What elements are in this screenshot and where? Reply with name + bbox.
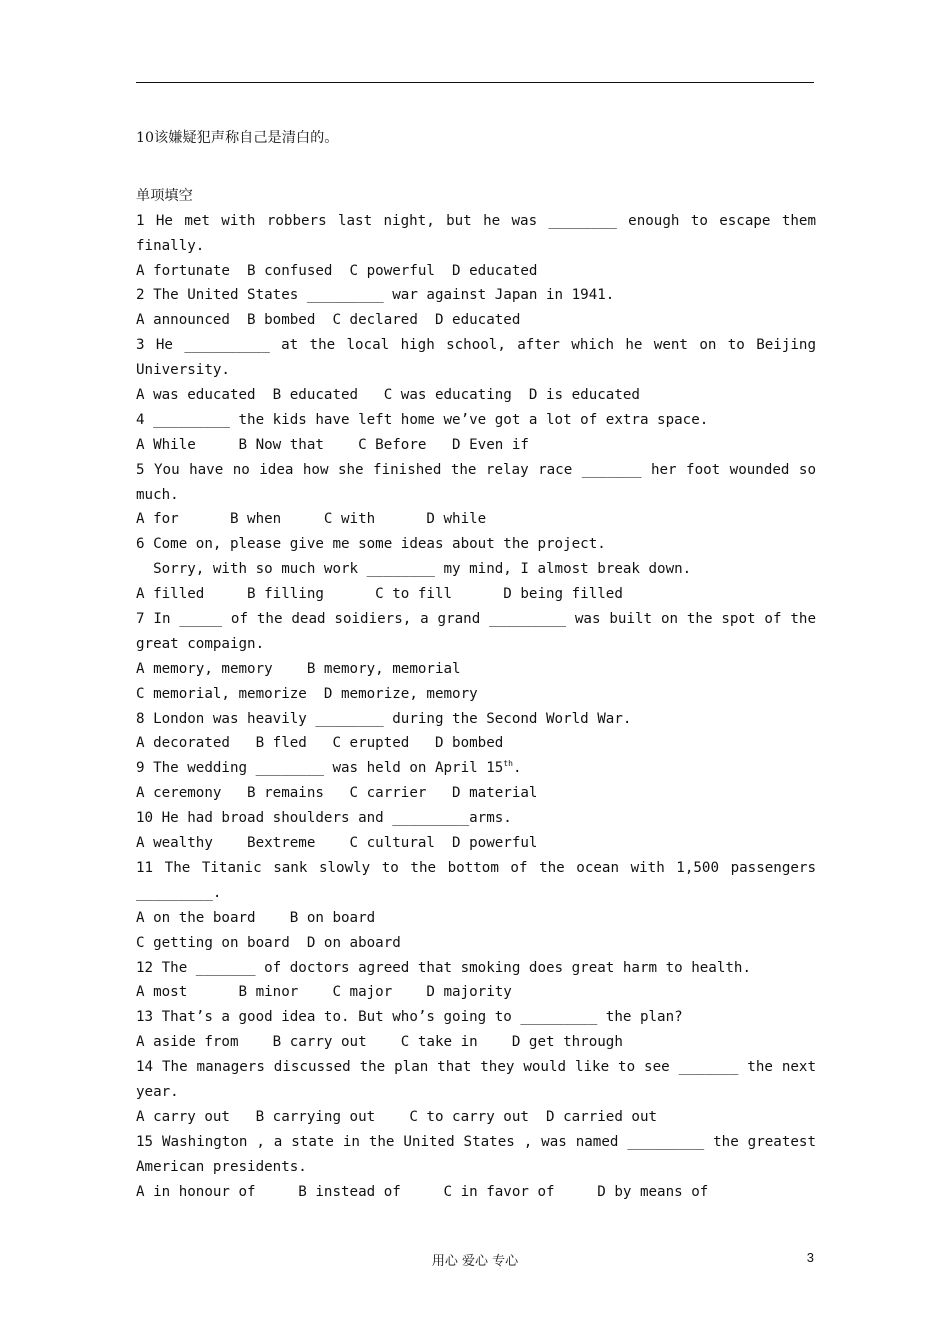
section-title: 单项填空 [136, 187, 193, 204]
question-7-options-ab: A memory, memory B memory, memorial [136, 660, 461, 677]
question-11-options-cd: C getting on board D on aboard [136, 934, 401, 951]
question-4-text: 4 _________ the kids have left home we’ve got a lot of extra space. [136, 411, 709, 428]
page-content [136, 126, 816, 1204]
question-5-text: 5 You have no idea how she finished the relay race _______ her foot wounded so [136, 461, 816, 478]
question-15-text-cont: American presidents. [136, 1158, 307, 1175]
question-8-text: 8 London was heavily ________ during the Second World War. [136, 710, 632, 727]
question-13-text: 13 That’s a good idea to. But who’s going to _________ the plan? [136, 1009, 683, 1026]
question-7-text-cont: great compaign. [136, 635, 265, 652]
footer-motto: 用心 爱心 专心 [431, 1254, 519, 1269]
question-3-text: 3 He __________ at the local high school, after which he went on to Beijing [136, 337, 816, 354]
header-rule [136, 82, 814, 83]
question-3-text-cont: University. [136, 362, 230, 379]
question-15-options: A in honour of B instead of C in favor of D by means of [136, 1183, 709, 1200]
question-8-options: A decorated B fled C erupted D bombed [136, 735, 504, 752]
question-10-text: 10 He had broad shoulders and _________arms. [136, 810, 512, 827]
question-9-options: A ceremony B remains C carrier D material [136, 785, 538, 802]
question-4-options: A While B Now that C Before D Even if [136, 436, 529, 453]
question-2-options: A announced B bombed C declared D educated [136, 312, 521, 329]
question-1-text: 1 He met with robbers last night, but he was ________ enough to escape them [136, 212, 816, 229]
translation-item: 10该嫌疑犯声称自己是清白的。 [136, 130, 339, 146]
question-11-text-cont: _________. [136, 884, 222, 901]
question-1-text-cont: finally. [136, 237, 205, 254]
question-11-text: 11 The Titanic sank slowly to the bottom of the ocean with 1,500 passengers [136, 859, 816, 876]
question-7-text: 7 In _____ of the dead soidiers, a grand _________ was built on the spot of the [136, 611, 816, 628]
question-3-options: A was educated B educated C was educating D is educated [136, 387, 640, 404]
question-9-text-end: . [512, 760, 522, 777]
question-5-text-cont: much. [136, 486, 179, 503]
question-6-options: A filled B filling C to fill D being filled [136, 586, 623, 603]
question-9-text [136, 756, 816, 781]
question-9-text-main: 9 The wedding ________ was held on April 15 [136, 760, 504, 777]
question-7-options-cd: C memorial, memorize D memorize, memory [136, 685, 478, 702]
question-15-text: 15 Washington , a state in the United States , was named _________ the greatest [136, 1133, 816, 1150]
question-13-options: A aside from B carry out C take in D get through [136, 1034, 623, 1051]
question-1-options: A fortunate B confused C powerful D educated [136, 262, 538, 279]
question-14-options: A carry out B carrying out C to carry out D carried out [136, 1108, 658, 1125]
question-12-text: 12 The _______ of doctors agreed that smoking does great harm to health. [136, 959, 751, 976]
question-5-options: A for B when C with D while [136, 511, 487, 528]
page-number: 3 [806, 1250, 814, 1265]
question-12-options: A most B minor C major D majority [136, 984, 512, 1001]
question-14-text: 14 The managers discussed the plan that they would like to see _______ the next [136, 1059, 816, 1076]
question-11-options-ab: A on the board B on board [136, 909, 376, 926]
question-6-text-cont: Sorry, with so much work ________ my mind, I almost break down. [136, 561, 692, 578]
ordinal-suffix: th [503, 759, 513, 769]
question-10-options: A wealthy Bextreme C cultural D powerful [136, 835, 538, 852]
question-14-text-cont: year. [136, 1083, 179, 1100]
question-2-text: 2 The United States _________ war against Japan in 1941. [136, 287, 615, 304]
question-6-text: 6 Come on, please give me some ideas about the project. [136, 536, 606, 553]
